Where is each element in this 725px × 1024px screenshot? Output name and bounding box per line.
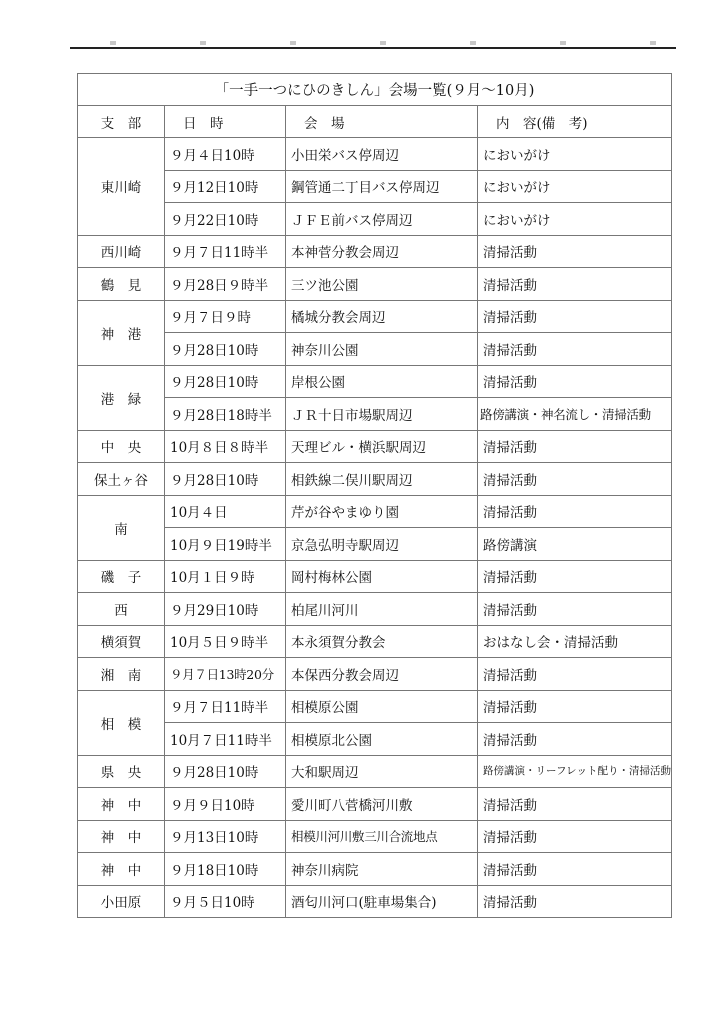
datetime-cell: ９月28日９時半 — [165, 268, 286, 301]
datetime-cell: ９月５日10時 — [165, 885, 286, 918]
content-cell: 清掃活動 — [478, 268, 672, 301]
table-row — [78, 235, 672, 268]
datetime-cell: ９月22日10時 — [165, 203, 286, 236]
content-cell: 清掃活動 — [478, 463, 672, 496]
content-cell: 清掃活動 — [478, 788, 672, 821]
header-datetime: 日 時 — [165, 106, 286, 138]
datetime-cell: ９月28日10時 — [165, 365, 286, 398]
datetime-cell: ９月12日10時 — [165, 170, 286, 203]
header-content: 内 容(備 考) — [478, 106, 672, 138]
branch-cell: 港 緑 — [78, 365, 165, 430]
branch-cell: 西川崎 — [78, 235, 165, 268]
datetime-cell: ９月18日10時 — [165, 853, 286, 886]
venue-cell: 相鉄線二俣川駅周辺 — [286, 463, 478, 496]
table-row — [78, 463, 672, 496]
branch-cell: 鶴 見 — [78, 268, 165, 301]
content-cell: 清掃活動 — [478, 593, 672, 626]
content-cell: 清掃活動 — [478, 430, 672, 463]
table-row — [78, 495, 672, 528]
branch-cell: 中 央 — [78, 430, 165, 463]
branch-cell: 保土ヶ谷 — [78, 463, 165, 496]
header-scan-noise — [70, 41, 676, 45]
content-cell: 清掃活動 — [478, 495, 672, 528]
branch-cell: 西 — [78, 593, 165, 626]
table-header-row — [78, 106, 672, 138]
venue-cell: 酒匂川河口(駐車場集合) — [286, 885, 478, 918]
datetime-cell: ９月13日10時 — [165, 820, 286, 853]
branch-cell: 神 中 — [78, 853, 165, 886]
content-cell: 路傍講演 — [478, 528, 672, 561]
content-cell: 清掃活動 — [478, 820, 672, 853]
datetime-cell: ９月７日11時半 — [165, 690, 286, 723]
venue-cell: 小田栄バス停周辺 — [286, 138, 478, 171]
venue-cell: 相模原公園 — [286, 690, 478, 723]
venue-cell: 本永須賀分教会 — [286, 625, 478, 658]
content-cell: 清掃活動 — [478, 235, 672, 268]
branch-cell: 神 中 — [78, 820, 165, 853]
content-cell: 清掃活動 — [478, 560, 672, 593]
table-row — [78, 268, 672, 301]
branch-cell: 県 央 — [78, 755, 165, 788]
table-row — [78, 755, 672, 788]
table-row — [78, 398, 672, 431]
table-title: 「一手一つにひのきしん」会場一覧(９月～10月) — [78, 74, 672, 106]
datetime-cell: ９月７日11時半 — [165, 235, 286, 268]
table-row — [78, 365, 672, 398]
branch-cell: 神 港 — [78, 300, 165, 365]
content-cell: おはなし会・清掃活動 — [478, 625, 672, 658]
table-row — [78, 625, 672, 658]
datetime-cell: 10月７日11時半 — [165, 723, 286, 756]
content-cell: 清掃活動 — [478, 333, 672, 366]
venue-cell: 大和駅周辺 — [286, 755, 478, 788]
venue-cell: 柏尾川河川 — [286, 593, 478, 626]
datetime-cell: 10月１日９時 — [165, 560, 286, 593]
content-cell: 路傍講演・リーフレット配り・清掃活動 — [478, 755, 672, 788]
table-row — [78, 203, 672, 236]
branch-cell: 相 模 — [78, 690, 165, 755]
branch-cell: 磯 子 — [78, 560, 165, 593]
datetime-cell: 10月９日19時半 — [165, 528, 286, 561]
venue-cell: 相模原北公園 — [286, 723, 478, 756]
content-cell: においがけ — [478, 138, 672, 171]
venue-cell: 岡村梅林公園 — [286, 560, 478, 593]
datetime-cell: ９月28日10時 — [165, 333, 286, 366]
branch-cell: 東川崎 — [78, 138, 165, 236]
datetime-cell: 10月５日９時半 — [165, 625, 286, 658]
table-row — [78, 170, 672, 203]
table-row — [78, 690, 672, 723]
content-cell: 清掃活動 — [478, 853, 672, 886]
table-row — [78, 528, 672, 561]
datetime-cell: ９月７日９時 — [165, 300, 286, 333]
content-cell: においがけ — [478, 203, 672, 236]
header-branch: 支 部 — [78, 106, 165, 138]
table-row — [78, 658, 672, 691]
venue-cell: ＪＲ十日市場駅周辺 — [286, 398, 478, 431]
branch-cell: 湘 南 — [78, 658, 165, 691]
datetime-cell: ９月９日10時 — [165, 788, 286, 821]
table-row — [78, 885, 672, 918]
datetime-cell: ９月28日18時半 — [165, 398, 286, 431]
header-rule — [70, 47, 676, 49]
content-cell: においがけ — [478, 170, 672, 203]
content-cell: 路傍講演・神名流し・清掃活動 — [478, 398, 672, 431]
content-cell: 清掃活動 — [478, 690, 672, 723]
table-row — [78, 560, 672, 593]
table-row — [78, 820, 672, 853]
venue-cell: 芹が谷やまゆり園 — [286, 495, 478, 528]
venue-cell: 天理ビル・横浜駅周辺 — [286, 430, 478, 463]
content-cell: 清掃活動 — [478, 658, 672, 691]
venue-cell: 京急弘明寺駅周辺 — [286, 528, 478, 561]
venue-cell: 神奈川公園 — [286, 333, 478, 366]
venue-table — [77, 73, 672, 918]
venue-cell: 愛川町八菅橋河川敷 — [286, 788, 478, 821]
venue-cell: 鋼管通二丁目バス停周辺 — [286, 170, 478, 203]
venue-cell: 本神菅分教会周辺 — [286, 235, 478, 268]
content-cell: 清掃活動 — [478, 365, 672, 398]
table-row — [78, 430, 672, 463]
branch-cell: 南 — [78, 495, 165, 560]
venue-cell: 橘城分教会周辺 — [286, 300, 478, 333]
datetime-cell: ９月４日10時 — [165, 138, 286, 171]
venue-cell: 相模川河川敷三川合流地点 — [286, 820, 478, 853]
table-row — [78, 723, 672, 756]
content-cell: 清掃活動 — [478, 723, 672, 756]
table-row — [78, 333, 672, 366]
venue-cell: 神奈川病院 — [286, 853, 478, 886]
venue-cell: 三ツ池公園 — [286, 268, 478, 301]
table-row — [78, 300, 672, 333]
table-row — [78, 593, 672, 626]
datetime-cell: 10月４日 — [165, 495, 286, 528]
venue-cell: 本保西分教会周辺 — [286, 658, 478, 691]
branch-cell: 神 中 — [78, 788, 165, 821]
table-row — [78, 788, 672, 821]
table-title-row — [78, 74, 672, 106]
datetime-cell: ９月28日10時 — [165, 463, 286, 496]
content-cell: 清掃活動 — [478, 300, 672, 333]
datetime-cell: ９月28日10時 — [165, 755, 286, 788]
datetime-cell: 10月８日８時半 — [165, 430, 286, 463]
content-cell: 清掃活動 — [478, 885, 672, 918]
venue-cell: ＪＦＥ前バス停周辺 — [286, 203, 478, 236]
datetime-cell: ９月29日10時 — [165, 593, 286, 626]
branch-cell: 小田原 — [78, 885, 165, 918]
table-row — [78, 138, 672, 171]
branch-cell: 横須賀 — [78, 625, 165, 658]
datetime-cell: ９月７日13時20分 — [165, 658, 286, 691]
venue-cell: 岸根公園 — [286, 365, 478, 398]
table-row — [78, 853, 672, 886]
header-venue: 会 場 — [286, 106, 478, 138]
